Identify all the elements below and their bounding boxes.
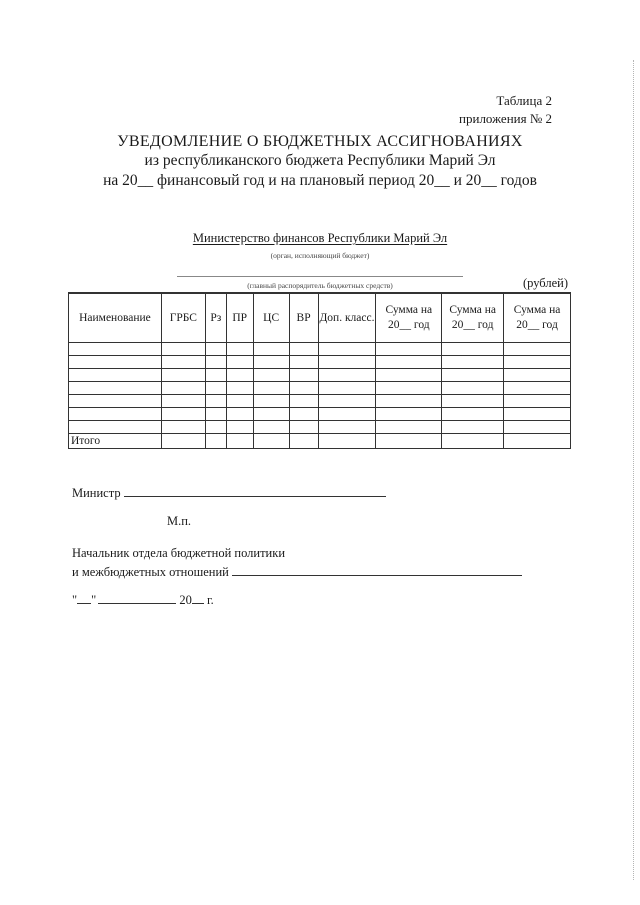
executor-name: Министерство финансов Республики Марий Эл [192, 231, 448, 245]
column-header: ЦС [253, 293, 289, 343]
table-row [69, 395, 571, 408]
table-row [69, 382, 571, 395]
column-header: ПР [226, 293, 253, 343]
column-header: ГРБС [161, 293, 205, 343]
table-row [69, 421, 571, 434]
recipient-blank-line [177, 276, 463, 277]
column-header: ВР [289, 293, 318, 343]
signature-line [124, 496, 386, 497]
recipient-caption: (главный распорядитель бюджетных средств) [247, 281, 393, 290]
minister-signature [72, 486, 386, 501]
appendix-label: приложения № 2 [459, 111, 552, 126]
document-title: УВЕДОМЛЕНИЕ О БЮДЖЕТНЫХ АССИГНОВАНИЯХ [117, 133, 523, 150]
column-header: Сумма на 20__ год [376, 293, 442, 343]
executor-caption: (орган, исполняющий бюджет) [270, 251, 370, 260]
day-blank [77, 603, 91, 604]
year-blank [192, 603, 204, 604]
date-field: " " 20 г. [72, 593, 214, 607]
document-period: на 20__ финансовый год и на плановый период 20__ и 20__ годов [103, 172, 537, 189]
table-row [69, 343, 571, 356]
stamp-label: М.п. [167, 514, 192, 528]
month-blank [98, 603, 176, 604]
total-row [69, 434, 571, 449]
head-signature [72, 565, 522, 580]
units-label: (рублей) [522, 276, 568, 290]
column-header: Наименование [69, 293, 162, 343]
table-header-row [69, 293, 571, 343]
table-row [69, 408, 571, 421]
total-label: Итого [69, 434, 162, 449]
column-header: Доп. класс. [318, 293, 376, 343]
column-header: Сумма на 20__ год [442, 293, 504, 343]
column-header: Сумма на 20__ год [504, 293, 571, 343]
table-body [69, 343, 571, 449]
minister-label: Министр [72, 486, 121, 500]
head-title-line1: Начальник отдела бюджетной политики [72, 546, 286, 560]
budget-table [68, 292, 571, 449]
column-header: Рз [205, 293, 226, 343]
document-subtitle: из республиканского бюджета Республики Марий Эл [144, 152, 496, 169]
head-title-line2: и межбюджетных отношений [72, 565, 229, 579]
signature-line [232, 575, 522, 576]
table-row [69, 356, 571, 369]
table-row [69, 369, 571, 382]
table-label: Таблица 2 [496, 93, 552, 108]
